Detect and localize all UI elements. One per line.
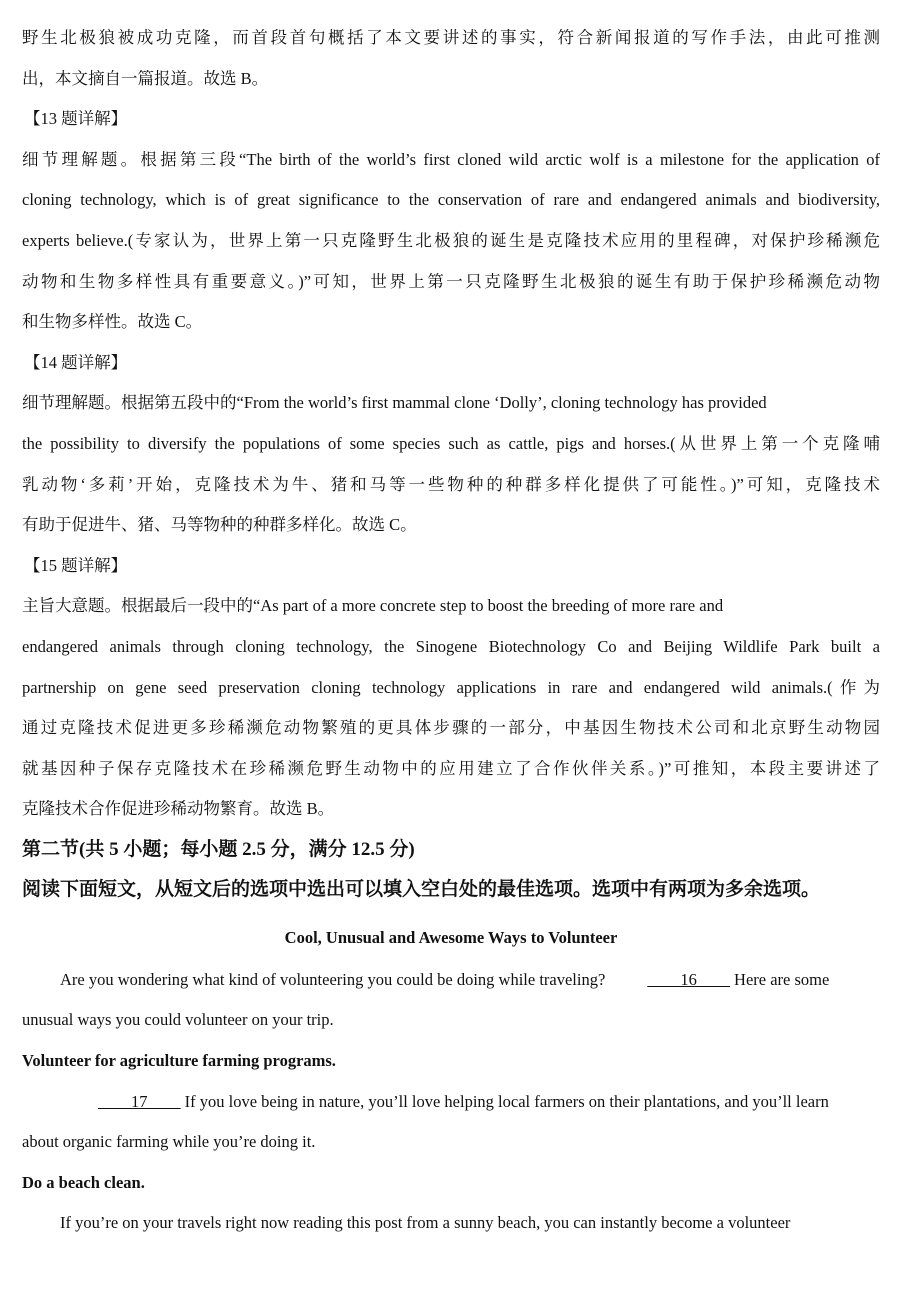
paragraph-line: 就基因种子保存克隆技术在珍稀濒危野生动物中的应用建立了合作伙伴关系。)”可推知，本段主要讲述了 bbox=[22, 758, 880, 778]
paragraph-line: 乳动物‘多莉’开始，克隆技术为牛、猪和马等一些物种的种群多样化提供了可能性。)”可知，克隆技术 bbox=[22, 474, 880, 494]
article-text: Are you wondering what kind of volunteering you could be doing while traveling? bbox=[60, 969, 610, 989]
blank-17: ____17____ bbox=[98, 1091, 181, 1111]
paragraph-line: 野生北极狼被成功克隆，而首段首句概括了本文要讲述的事实，符合新闻报道的写作手法，由此可推测 bbox=[22, 28, 880, 47]
paragraph-line: 细节理解题。根据第五段中的“From the world’s first mammal clone ‘Dolly’, cloning technology has provided bbox=[22, 393, 767, 413]
article-text: If you love being in nature, you’ll love helping local farmers on their plantations, and you’ll learn bbox=[180, 1091, 829, 1111]
paragraph-line: endangered animals through cloning technology, the Sinogene Biotechnology Co and Beijing Wildlife Park built a bbox=[22, 636, 880, 656]
paragraph-line: 细节理解题。根据第三段“The birth of the world’s first cloned wild arctic wolf is a milestone for the application of bbox=[22, 149, 880, 169]
paragraph-line: 动物和生物多样性具有重要意义。)”可知，世界上第一只克隆野生北极狼的诞生有助于保护珍稀濒危动物 bbox=[22, 271, 880, 291]
question-14-heading: 【14 题详解】 bbox=[24, 352, 128, 372]
question-15-heading: 【15 题详解】 bbox=[24, 555, 128, 575]
article-title: Cool, Unusual and Awesome Ways to Volunteer bbox=[284, 927, 618, 947]
paragraph-line: 克隆技术合作促进珍稀动物繁育。故选 B。 bbox=[22, 799, 335, 819]
paragraph-line: partnership on gene seed preservation cloning technology applications in rare and endangered wild animals.(作为 bbox=[22, 677, 880, 697]
article-paragraph-line bbox=[22, 1082, 880, 1123]
paragraph-line: 和生物多样性。故选 C。 bbox=[22, 312, 203, 332]
paragraph-line: the possibility to diversify the populations of some species such as cattle, pigs and horses.(从世界上第一个克隆哺 bbox=[22, 433, 880, 453]
paragraph-line: 通过克隆技术促进更多珍稀濒危动物繁殖的更具体步骤的一部分，中基因生物技术公司和北京野生动物园 bbox=[22, 718, 880, 738]
section-title: 第二节(共 5 小题；每小题 2.5 分，满分 12.5 分) bbox=[22, 838, 415, 860]
article-paragraph-line: If you’re on your travels right now reading this post from a sunny beach, you can instantly become a volunteer bbox=[60, 1213, 791, 1233]
paragraph-line: 主旨大意题。根据最后一段中的“As part of a more concrete step to boost the breeding of more rare and bbox=[22, 596, 724, 616]
paragraph-line: 有助于促进牛、猪、马等物种的种群多样化。故选 C。 bbox=[22, 515, 417, 535]
article-paragraph-line bbox=[22, 960, 880, 1001]
section-instruction: 阅读下面短文，从短文后的选项中选出可以填入空白处的最佳选项。选项中有两项为多余选项。 bbox=[22, 878, 821, 900]
question-13-heading: 【13 题详解】 bbox=[24, 109, 128, 129]
paragraph-line: experts believe.(专家认为，世界上第一只克隆野生北极狼的诞生是克隆技术应用的里程碑，对保护珍稀濒危 bbox=[22, 230, 880, 250]
paragraph-line: 出，本文摘自一篇报道。故选 B。 bbox=[22, 68, 269, 88]
article-paragraph-line: unusual ways you could volunteer on your trip. bbox=[22, 1010, 334, 1030]
blank-16: ____16____ bbox=[647, 969, 730, 989]
article-text: Here are some bbox=[729, 969, 830, 989]
document-page bbox=[22, 18, 880, 1244]
article-paragraph-line: about organic farming while you’re doing it. bbox=[22, 1132, 316, 1152]
subheading-beach-clean: Do a beach clean. bbox=[22, 1172, 145, 1192]
paragraph-line: cloning technology, which is of great significance to the conservation of rare and endangered animals and biodiversity, bbox=[22, 190, 880, 210]
subheading-agriculture: Volunteer for agriculture farming programs. bbox=[22, 1051, 336, 1071]
